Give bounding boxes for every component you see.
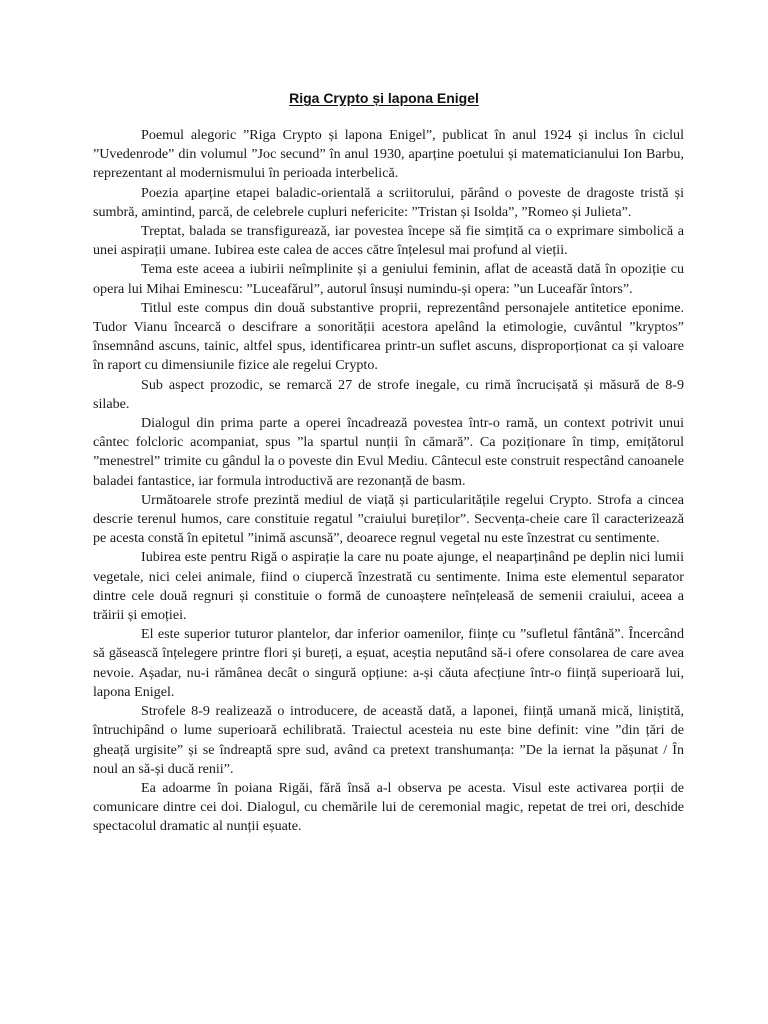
- paragraph-prosody: Sub aspect prozodic, se remarcă 27 de strofe inegale, cu rimă încrucișată și măsură de 8-9 silabe.: [93, 376, 684, 412]
- paragraph-lapona-intro: Strofele 8-9 realizează o introducere, de această dată, a laponei, ființă umană mică, liniștită, întruchipând o lume superioară echilibrată. Traiectul acesteia nu este bine definit: vine ”din țări de gheață urgisite” și se îndreaptă spre sud, având ca pretext transhumanța: ”De la iernat la pășunat / În noul an să-și ducă renii”.: [93, 703, 684, 777]
- paragraph-theme: Tema este aceea a iubirii neîmplinite și a geniului feminin, aflat de această dată în opoziție cu opera lui Mihai Eminescu: ”Luceafărul”, autorul însuși numindu-și opera: ”un Luceafăr întors”.: [93, 261, 684, 297]
- paragraph-crypto-environment: Următoarele strofe prezintă mediul de viață și particularitățile regelui Crypto. Strofa a cincea descrie terenul humos, care constituie regatul ”craiului bureților”. Secvența-cheie care îl caracterizează pe acesta constă în epitetul ”inimă ascunsă”, deoarece regnul vegetal nu este înzestrat cu sentimente.: [93, 491, 684, 547]
- paragraph-love-aspiration: Iubirea este pentru Rigă o aspirație la care nu poate ajunge, el neaparținând pe deplin nici lumii vegetale, nici celei animale, fiind o ciupercă înzestrată cu sentimente. Inima este elementul separator dintre cele două regnuri și constituie o formă de cunoaștere neînțeleasă de semenii craiului, aceea a trăirii și emoției.: [93, 549, 684, 624]
- paragraph-intro: Poemul alegoric ”Riga Crypto și lapona Enigel”, publicat în anul 1924 și inclus în ciclul ”Uvedenrode” din volumul ”Joc secund” în anul 1930, aparține poetului și matematicianului Ion Barbu, reprezentant al modernismului în perioada interbelică.: [93, 127, 684, 182]
- paragraph-superiority: El este superior tuturor plantelor, dar inferior oamenilor, ființe cu ”sufletul fântână”. Încercând să găsească înțelegere printre flori și bureți, a eșuat, aceștia neputând să-i ofere consolarea de care avea nevoie. Așadar, nu-i rămânea decât o singură opțiune: a-și căuta afecțiune într-o ființă superioară lui, lapona Enigel.: [93, 626, 684, 700]
- document-body: [93, 126, 684, 837]
- paragraph-transfiguration: Treptat, balada se transfigurează, iar povestea începe să fie simțită ca o exprimare simbolică a unei aspirații umane. Iubirea este calea de acces către înțelesul mai profund al vieții.: [93, 223, 684, 259]
- paragraph-dream: Ea adoarme în poiana Rigăi, fără însă a-l observa pe acesta. Visul este activarea porții de comunicare dintre cei doi. Dialogul, cu chemările lui de ceremonial magic, repetat de trei ori, deschide spectacolul dramatic al nunții eșuate.: [93, 779, 684, 835]
- document-title: Riga Crypto și lapona Enigel: [289, 90, 479, 106]
- paragraph-dialogue: Dialogul din prima parte a operei încadrează povestea într-o ramă, un context potrivit unui cântec folcloric acompaniat, spus ”la spartul nunții în cămară”. Ca poziționare în timp, emițătorul ”menestrel” trimite cu gândul la o poveste din Evul Mediu. Cântecul este construit respectând canoanele baladei fantastice, iar formula introductivă are rezonanță de basm.: [93, 415, 684, 489]
- paragraph-title-analysis: Titlul este compus din două substantive proprii, reprezentând personajele antitetice eponime. Tudor Vianu încearcă o descifrare a sonorității acestora apelând la etimologie, cuvântul ”kryptos” însemnând ascuns, tainic, altfel spus, identificarea printr-un suflet ascuns, disproporționat ca și valoare în raport cu dimensiunile fizice ale regelui Crypto.: [93, 299, 684, 374]
- paragraph-stage: Poezia aparține etapei baladic-orientală a scriitorului, părând o poveste de dragoste tristă și sumbră, amintind, parcă, de celebrele cupluri nefericite: ”Tristan și Isolda”, ”Romeo și Julieta”.: [93, 184, 684, 220]
